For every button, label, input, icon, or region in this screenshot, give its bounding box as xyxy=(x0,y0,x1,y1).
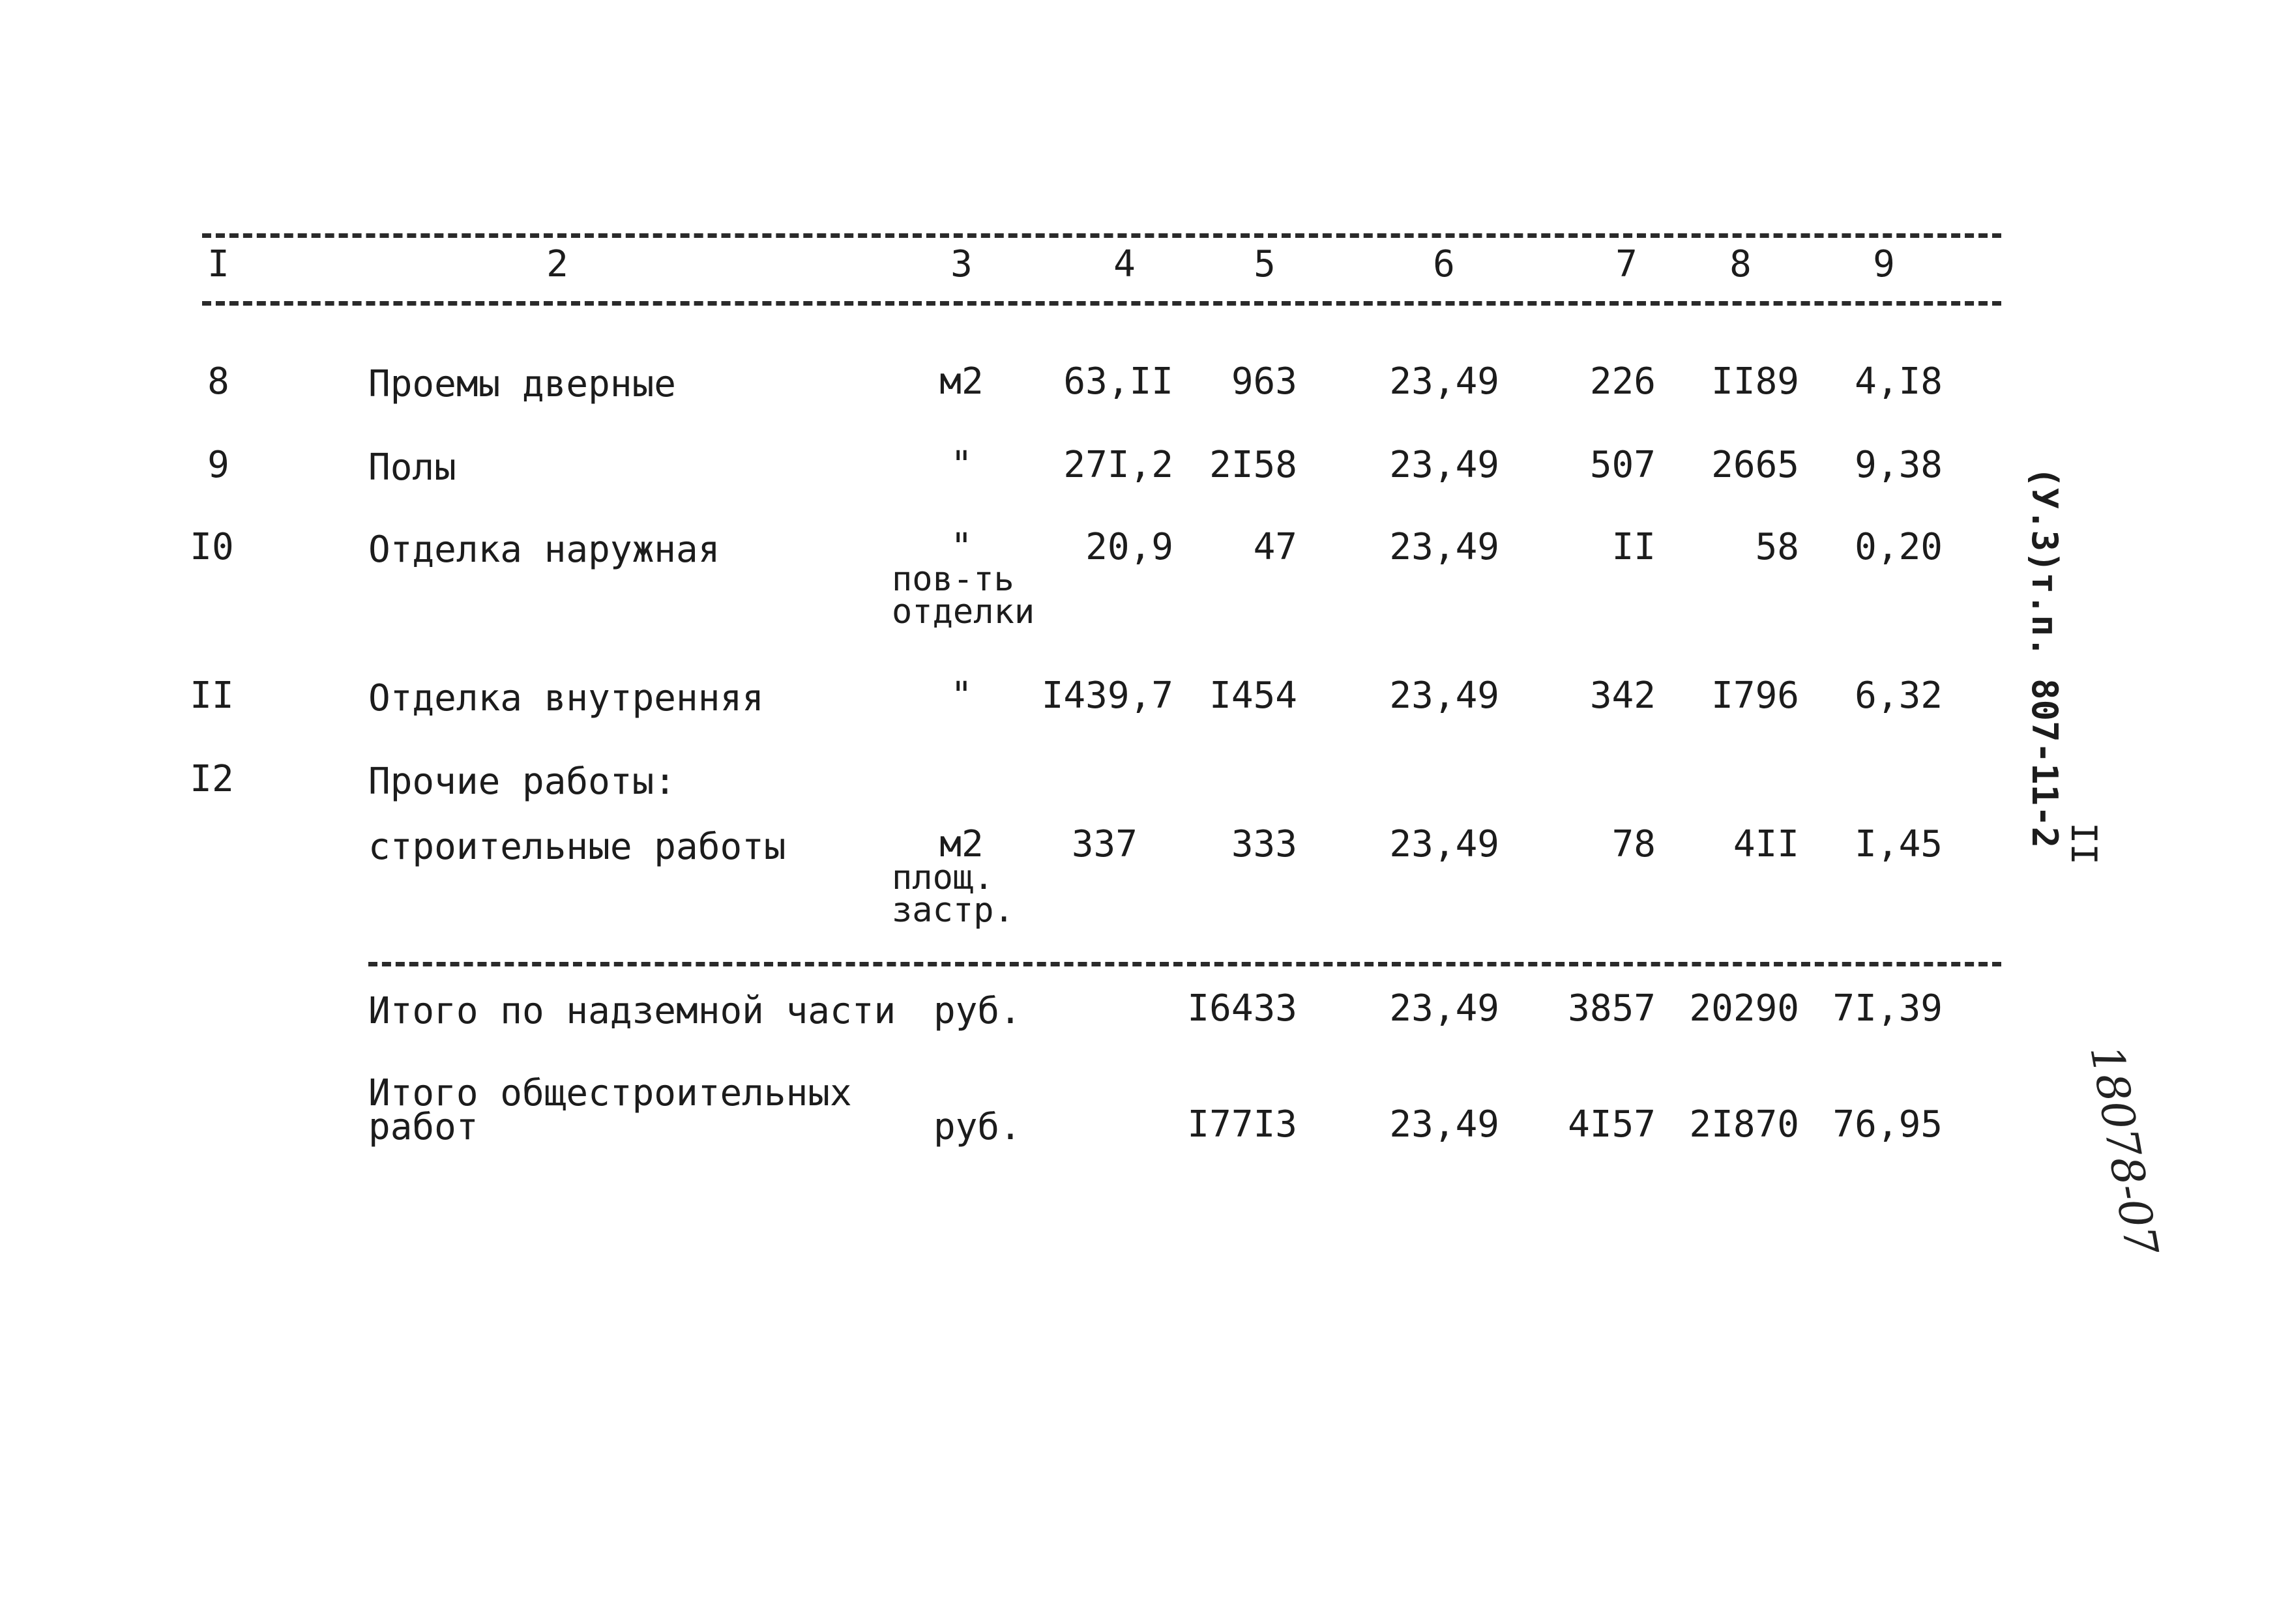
row-col9: 6,32 xyxy=(1855,674,1943,717)
row-name: строительные работы xyxy=(368,826,786,868)
total-col6: 23,49 xyxy=(1389,987,1499,1030)
row-col4: I439,7 xyxy=(1041,674,1173,717)
row-number: II xyxy=(190,674,234,717)
row-name: Отделка наружная xyxy=(368,529,720,571)
project-code: (У.3)т.п. 807-11-2 xyxy=(2024,467,2065,848)
row-col8: 2665 xyxy=(1711,444,1799,486)
header-bottom-rule xyxy=(202,301,2001,306)
total-unit: руб. xyxy=(933,990,1021,1032)
row-col6: 23,49 xyxy=(1389,444,1499,486)
row-col5: 963 xyxy=(1231,360,1297,403)
row-col6: 23,49 xyxy=(1389,526,1499,568)
row-col7: 226 xyxy=(1589,360,1656,403)
column-header-5: 5 xyxy=(1254,243,1276,285)
total-col8: 20290 xyxy=(1689,987,1799,1030)
row-number: I2 xyxy=(190,758,234,800)
row-col9: 9,38 xyxy=(1855,444,1943,486)
row-col8: 4II xyxy=(1733,823,1799,865)
row-col7: 507 xyxy=(1589,444,1656,486)
row-col4: 27I,2 xyxy=(1063,444,1173,486)
row-name: Полы xyxy=(368,446,456,489)
column-header-2: 2 xyxy=(546,243,568,285)
row-col8: I796 xyxy=(1711,674,1799,717)
row-unit: " xyxy=(950,444,973,486)
total-col9: 76,95 xyxy=(1832,1103,1943,1146)
total-col7: 3857 xyxy=(1568,987,1656,1030)
row-col7: 78 xyxy=(1611,823,1656,865)
row-col5: I454 xyxy=(1209,674,1297,717)
column-header-3: 3 xyxy=(950,243,973,285)
total-col7: 4I57 xyxy=(1568,1103,1656,1146)
row-col4: 337 xyxy=(1071,823,1138,865)
row-number: 9 xyxy=(207,444,229,486)
handwritten-stamp: 18078-07 xyxy=(2079,1041,2167,1260)
row-col7: 342 xyxy=(1589,674,1656,717)
row-col5: 47 xyxy=(1253,526,1297,568)
row-unit: м2 xyxy=(939,823,984,865)
page-number: II xyxy=(2063,822,2104,865)
header-top-rule xyxy=(202,233,2001,238)
column-header-1: I xyxy=(207,243,229,285)
row-col9: 0,20 xyxy=(1855,526,1943,568)
row-name: Прочие работы: xyxy=(368,761,677,803)
row-col8: 58 xyxy=(1755,526,1799,568)
row-col5: 2I58 xyxy=(1209,444,1297,486)
column-header-9: 9 xyxy=(1873,243,1895,285)
column-header-6: 6 xyxy=(1433,243,1455,285)
row-col9: 4,I8 xyxy=(1855,360,1943,403)
row-unit: " xyxy=(950,526,973,568)
row-number: I0 xyxy=(190,526,234,568)
totals-rule xyxy=(368,962,2001,966)
row-col7: II xyxy=(1611,526,1656,568)
row-unit-note: площ. застр. xyxy=(892,858,1014,930)
row-col6: 23,49 xyxy=(1389,823,1499,865)
column-header-7: 7 xyxy=(1615,243,1638,285)
row-number: 8 xyxy=(207,360,229,403)
total-name: Итого по надземной части xyxy=(368,990,896,1032)
row-unit: м2 xyxy=(939,360,984,403)
total-col5: I77I3 xyxy=(1187,1103,1297,1146)
total-unit: руб. xyxy=(933,1106,1021,1148)
row-col6: 23,49 xyxy=(1389,674,1499,717)
row-col6: 23,49 xyxy=(1389,360,1499,403)
row-col4: 63,II xyxy=(1063,360,1173,403)
row-name: Отделка внутренняя xyxy=(368,677,764,719)
row-name: Проемы дверные xyxy=(368,363,677,405)
total-col5: I6433 xyxy=(1187,987,1297,1030)
total-col6: 23,49 xyxy=(1389,1103,1499,1146)
row-col4: 20,9 xyxy=(1085,526,1173,568)
row-col5: 333 xyxy=(1231,823,1297,865)
total-col9: 7I,39 xyxy=(1832,987,1943,1030)
total-name: Итого общестроительных работ xyxy=(368,1072,852,1148)
total-col8: 2I870 xyxy=(1689,1103,1799,1146)
column-header-4: 4 xyxy=(1113,243,1136,285)
row-unit: " xyxy=(950,674,973,717)
row-unit-note: пов-ть отделки xyxy=(892,560,1035,631)
row-col9: I,45 xyxy=(1855,823,1943,865)
row-col8: II89 xyxy=(1711,360,1799,403)
column-header-8: 8 xyxy=(1729,243,1752,285)
